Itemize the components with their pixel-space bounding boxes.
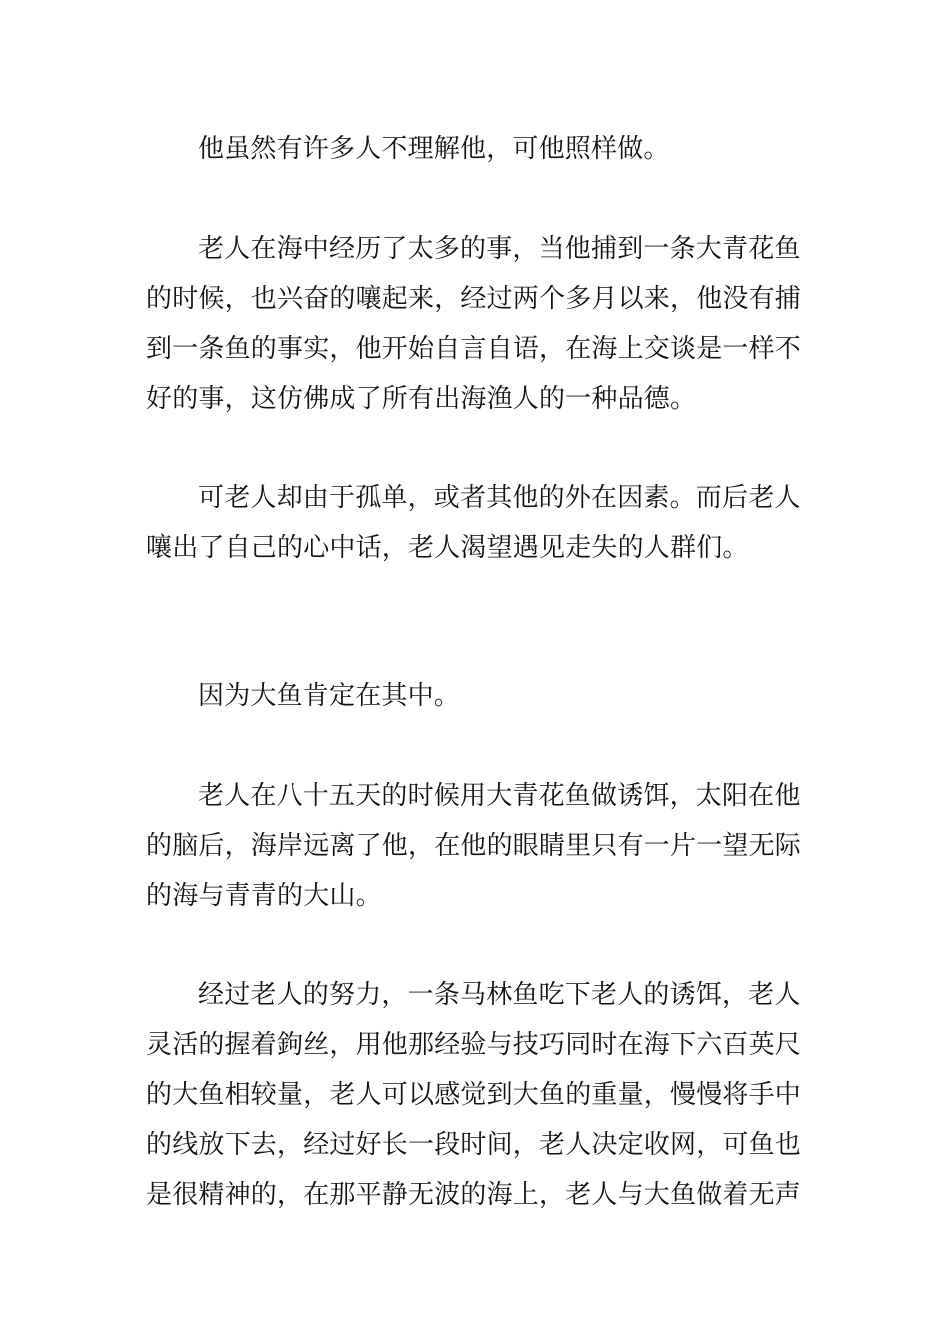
paragraph-2: [146, 224, 806, 424]
text-line: 的脑后，海岸远离了他，在他的眼睛里只有一片一望无际: [146, 831, 802, 861]
text-line: 的线放下去，经过好长一段时间，老人决定收网，可鱼也: [146, 1130, 802, 1160]
text-line: 老人在八十五天的时候用大青花鱼做诱饵，太阳在他: [198, 781, 801, 811]
text-line: 他虽然有许多人不理解他，可他照样做。: [198, 134, 670, 164]
paragraph-5: [146, 771, 806, 921]
text-line: 灵活的握着鉤丝，用他那经验与技巧同时在海下六百英尺: [146, 1030, 802, 1060]
text-line: 的海与青青的大山。: [146, 881, 382, 911]
text-line: 的时候，也兴奋的嚷起来，经过两个多月以来，他没有捕: [146, 284, 802, 314]
text-line: 嚷出了自己的心中话，老人渴望遇见走失的人群们。: [146, 533, 749, 563]
paragraph-1: [146, 124, 806, 174]
paragraph-3: [146, 473, 806, 573]
text-line: 好的事，这仿佛成了所有出海渔人的一种品德。: [146, 384, 697, 414]
text-line: 是很精神的，在那平静无波的海上，老人与大鱼做着无声: [146, 1180, 802, 1210]
text-line: 到一条鱼的事实，他开始自言自语，在海上交谈是一样不: [146, 334, 802, 364]
text-line: 可老人却由于孤单，或者其他的外在因素。而后老人: [198, 483, 801, 513]
text-line: 的大鱼相较量，老人可以感觉到大鱼的重量，慢慢将手中: [146, 1080, 802, 1110]
text-line: 老人在海中经历了太多的事，当他捕到一条大青花鱼: [198, 234, 801, 264]
text-line: 经过老人的努力，一条马林鱼吃下老人的诱饵，老人: [198, 980, 801, 1010]
text-line: 因为大鱼肯定在其中。: [198, 681, 461, 711]
paragraph-4: [146, 671, 806, 721]
paragraph-6: [146, 970, 806, 1220]
